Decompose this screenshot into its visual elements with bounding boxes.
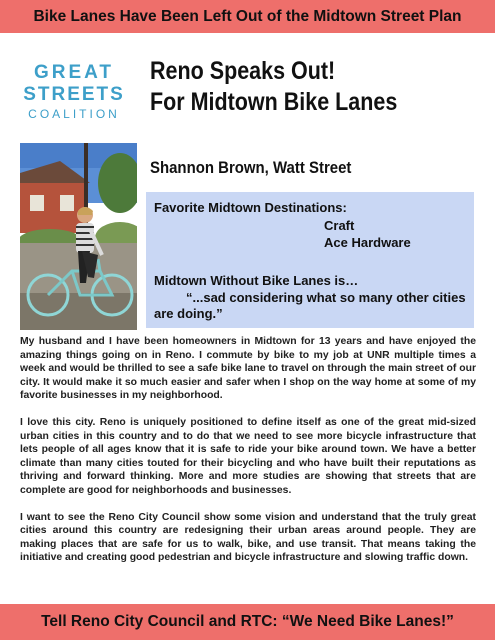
logo-line-2: STREETS	[23, 84, 125, 105]
without-heading: Midtown Without Bike Lanes is…	[154, 273, 359, 288]
paragraph: I want to see the Reno City Council show some vision and understand that the truly great cities around this country are redesigning their urban areas around people. They are making places that are safe for us to walk, bike, and use transit. That means taking the initiative and creating good pedestrian and bicycle infrastructure and slowing traffic down.	[20, 511, 476, 564]
destination-item: Ace Hardware	[324, 235, 411, 250]
destination-item: Craft	[324, 218, 355, 233]
body-text	[20, 335, 476, 578]
paragraph: I love this city. Reno is uniquely positioned to define itself as one of the great mid-sized urban cities in this country and to do that we need to see more bicycle infrastructure that lets people of all ages know that it is safe to ride your bike around town. We have a better climate than many cities touted for their bicycling and who have built their reputations as thriving and forward thinking. More and more studies are showing that streets that are complete are good for neighborhoods and businesses.	[20, 416, 476, 496]
top-banner: Bike Lanes Have Been Left Out of the Midtown Street Plan	[0, 0, 495, 33]
logo-line-1: GREAT	[33, 62, 115, 83]
cyclist-photo	[20, 143, 137, 330]
quote-box	[146, 192, 474, 328]
title-line-2: For Midtown Bike Lanes	[150, 88, 398, 116]
title-line-1: Reno Speaks Out!	[150, 57, 336, 85]
pull-quote: “...sad considering what so many other cities are doing.”	[154, 290, 466, 321]
bottom-banner: Tell Reno City Council and RTC: “We Need Bike Lanes!”	[0, 604, 495, 640]
great-streets-logo	[22, 62, 126, 122]
person-name: Shannon Brown, Watt Street	[150, 158, 352, 177]
page-title	[150, 56, 442, 118]
paragraph: My husband and I have been homeowners in Midtown for 13 years and have enjoyed the amazing things going on in Reno. I commute by bike to my job at UNR multiple times a week and would be thrilled to see a safe bike lane to travel on through the main street of our city. It would make it so much easier and safer when I shop on the way home at some of my favorite businesses in my neighborhood.	[20, 336, 476, 402]
cyclist-photo-illustration	[20, 143, 137, 330]
logo-line-3: COALITION	[28, 107, 120, 121]
destinations-heading: Favorite Midtown Destinations:	[154, 200, 347, 215]
